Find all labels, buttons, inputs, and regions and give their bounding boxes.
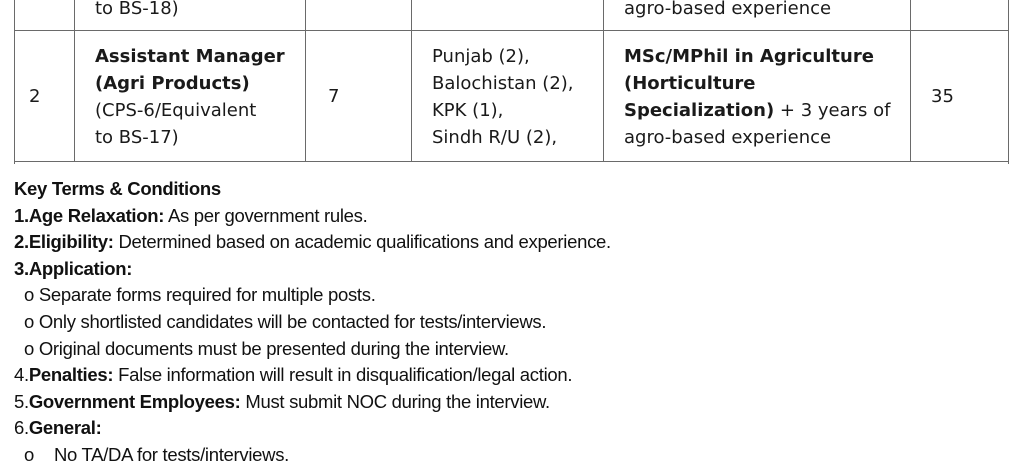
qualification-cell (604, 0, 911, 30)
post-grade: (CPS-6/Equivalent (95, 100, 257, 121)
post-grade: to BS-18) (95, 0, 179, 19)
sr-number: 2 (29, 86, 41, 107)
qualification-degree-sub: (Horticulture (624, 73, 756, 94)
term-government-employees: 5.Government Employees: Must submit NOC during the interview. (14, 390, 550, 412)
seats-count: 7 (328, 86, 340, 107)
application-sub-item: o Original documents must be presented during the interview. (24, 337, 509, 359)
vacancy-table (14, 0, 1009, 164)
term-penalties: 4.Penalties: False information will result in disqualification/legal action. (14, 364, 573, 386)
qualification-experience-cont: agro-based experience (624, 127, 832, 148)
qualification-degree: MSc/MPhil in Agriculture (624, 46, 874, 67)
post-grade-cont: to BS-17) (95, 127, 179, 148)
application-sub-item: o Only shortlisted candidates will be contacted for tests/interviews. (24, 310, 547, 332)
qualification-specialization: Specialization) (624, 100, 775, 121)
quota-cell (412, 0, 604, 30)
seats-cell (306, 31, 412, 161)
post-cell (75, 31, 306, 161)
post-title: Assistant Manager (95, 46, 285, 67)
terms-heading: Key Terms & Conditions (14, 178, 221, 199)
application-sub-item: o Separate forms required for multiple posts. (24, 284, 376, 306)
qualification-text: agro-based experience (624, 0, 832, 19)
post-cell (75, 0, 306, 30)
sr-cell (15, 31, 75, 161)
general-sub-item: o No TA/DA for tests/interviews. (14, 442, 1004, 469)
quota-kpk: KPK (1), (432, 100, 504, 121)
quota-balochistan: Balochistan (2), (432, 73, 574, 94)
seats-cell (306, 0, 412, 30)
quota-punjab: Punjab (2), (432, 46, 530, 67)
age-cell (911, 31, 1008, 161)
qualification-cell (604, 31, 911, 161)
term-eligibility: 2.Eligibility: Determined based on academic qualifications and experience. (14, 231, 611, 253)
quota-sindh: Sindh R/U (2), (432, 127, 558, 148)
age-cell (911, 0, 1008, 30)
qualification-experience: + 3 years of (774, 100, 891, 121)
table-row (15, 0, 1008, 31)
age-limit: 35 (931, 86, 954, 107)
bullet-icon: o (24, 443, 34, 465)
table-row (15, 31, 1008, 162)
term-age-relaxation: 1.Age Relaxation: As per government rules. (14, 204, 368, 226)
term-application: 3.Application: (14, 257, 133, 279)
quota-cell (412, 31, 604, 161)
sr-cell (15, 0, 75, 30)
terms-section (14, 176, 1004, 469)
term-general: 6.General: (14, 417, 102, 439)
post-title-sub: (Agri Products) (95, 73, 250, 94)
